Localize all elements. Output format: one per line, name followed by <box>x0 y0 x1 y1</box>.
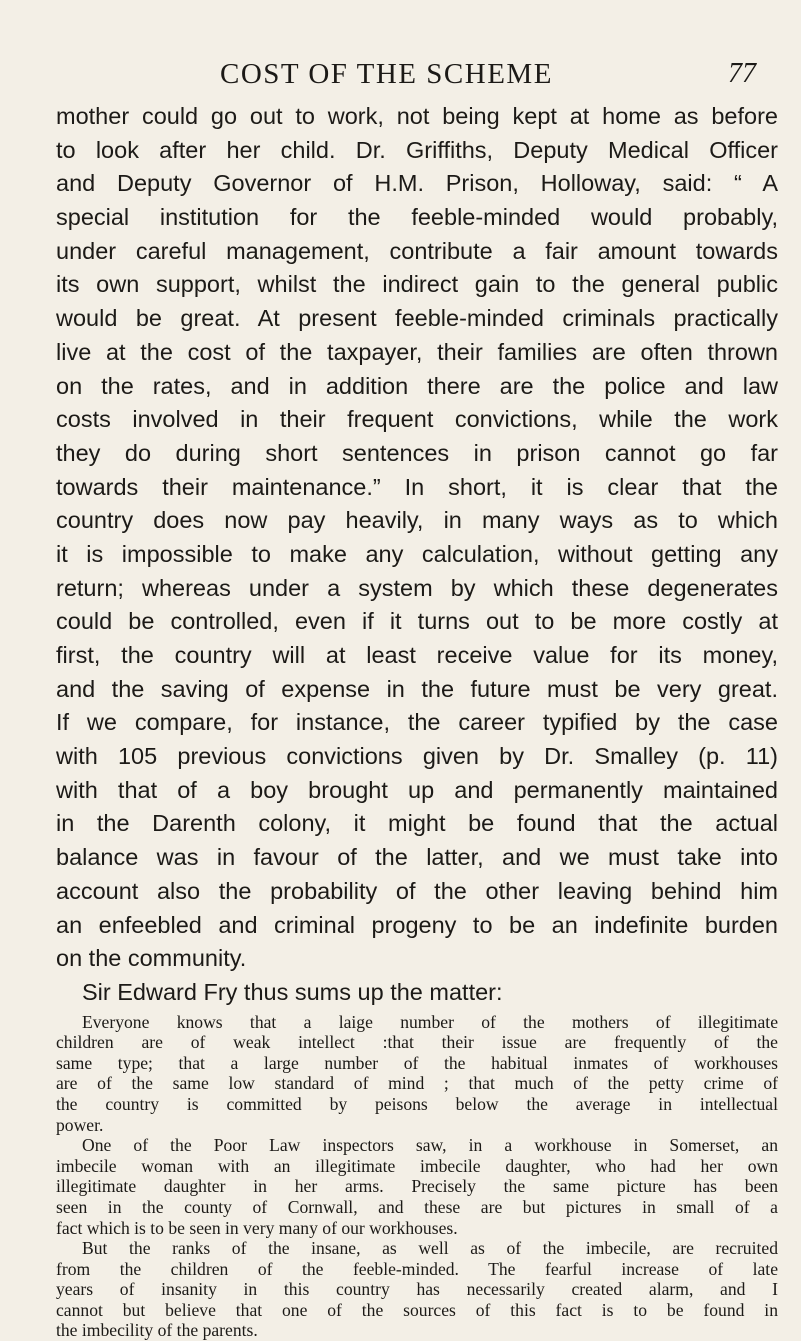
quote-line: imbecile woman with an illegitimate imbecile daughter, who had her own <box>56 1155 778 1176</box>
quotation-intro: Sir Edward Fry thus sums up the matter: <box>82 978 503 1005</box>
text-line: and Deputy Governor of H.M. Prison, Holloway, said: “ A <box>56 170 778 197</box>
text-line: return; whereas under a system by which these degenerates <box>56 574 778 601</box>
text-line: first, the country will at least receive value for its money, <box>56 642 778 668</box>
quote-line: fact which is to be seen in very many of our workhouses. <box>56 1217 458 1238</box>
quote-line: One of the Poor Law inspectors saw, in a workhouse in Somerset, an <box>82 1135 778 1156</box>
quote-line: are of the same low standard of mind ; that much of the petty crime of <box>56 1073 778 1094</box>
quote-line: the country is committed by peisons below the average in intellectual <box>56 1093 778 1114</box>
text-line: account also the probability of the other leaving behind him <box>56 877 778 904</box>
quote-paragraph <box>56 1238 778 1341</box>
text-line: in the Darenth colony, it might be found that the actual <box>56 810 778 837</box>
page-number: 77 <box>728 58 756 89</box>
text-line: costs involved in their frequent convictions, while the work <box>56 406 778 433</box>
running-title: COST OF THE SCHEME <box>220 58 553 90</box>
quote-line: children are of weak intellect :that their issue are frequently of the <box>56 1032 778 1053</box>
quote-line: cannot but believe that one of the sources of this fact is to be found in <box>56 1299 778 1320</box>
quote-paragraph <box>56 1135 778 1238</box>
main-paragraph <box>56 100 778 1010</box>
text-line: mother could go out to work, not being kept at home as before <box>56 103 778 129</box>
text-line: its own support, whilst the indirect gain to the general public <box>56 271 778 298</box>
text-line: If we compare, for instance, the career typified by the case <box>56 709 778 736</box>
running-header <box>0 58 801 102</box>
text-line: an enfeebled and criminal progeny to be an indefinite burden <box>56 911 778 938</box>
text-line: and the saving of expense in the future must be very great. <box>56 675 778 702</box>
text-line: with 105 previous convictions given by Dr. Smalley (p. 11) <box>56 743 778 770</box>
text-line: towards their maintenance.” In short, it is clear that the <box>56 473 778 500</box>
quote-line: seen in the county of Cornwall, and these are but pictures in small of a <box>56 1196 778 1217</box>
text-line: would be great. At present feeble-minded criminals practically <box>56 305 778 332</box>
quote-line: But the ranks of the insane, as well as of the imbecile, are recruited <box>82 1238 778 1259</box>
text-line: country does now pay heavily, in many ways as to which <box>56 507 778 534</box>
quote-line: from the children of the feeble-minded. The fearful increase of late <box>56 1258 778 1279</box>
text-line: on the rates, and in addition there are the police and law <box>56 372 778 399</box>
text-line: to look after her child. Dr. Griffiths, Deputy Medical Officer <box>56 136 778 163</box>
quote-line: illegitimate daughter in her arms. Precisely the same picture has been <box>56 1176 778 1197</box>
quote-line: Everyone knows that a laige number of the mothers of illegitimate <box>82 1011 778 1032</box>
text-line: under careful management, contribute a fair amount towards <box>56 237 778 264</box>
text-line: balance was in favour of the latter, and we must take into <box>56 844 778 871</box>
text-line: special institution for the feeble-minded would probably, <box>56 204 778 231</box>
quote-line: the imbecility of the parents. <box>56 1320 258 1341</box>
quote-line: same type; that a large number of the habitual inmates of workhouses <box>56 1052 778 1073</box>
quote-line: years of insanity in this country has necessarily created alarm, and I <box>56 1279 778 1300</box>
quote-line: power. <box>56 1114 104 1135</box>
text-line: it is impossible to make any calculation, without getting any <box>56 540 778 567</box>
text-line: with that of a boy brought up and permanently maintained <box>56 776 778 803</box>
text-line: live at the cost of the taxpayer, their families are often thrown <box>56 338 778 365</box>
body-text <box>56 100 778 1341</box>
text-line: could be controlled, even if it turns out to be more costly at <box>56 608 778 635</box>
text-line: on the community. <box>56 945 247 972</box>
quote-paragraph <box>56 1012 778 1136</box>
text-line: they do during short sentences in prison cannot go far <box>56 439 778 466</box>
quotation-block <box>56 1012 778 1341</box>
